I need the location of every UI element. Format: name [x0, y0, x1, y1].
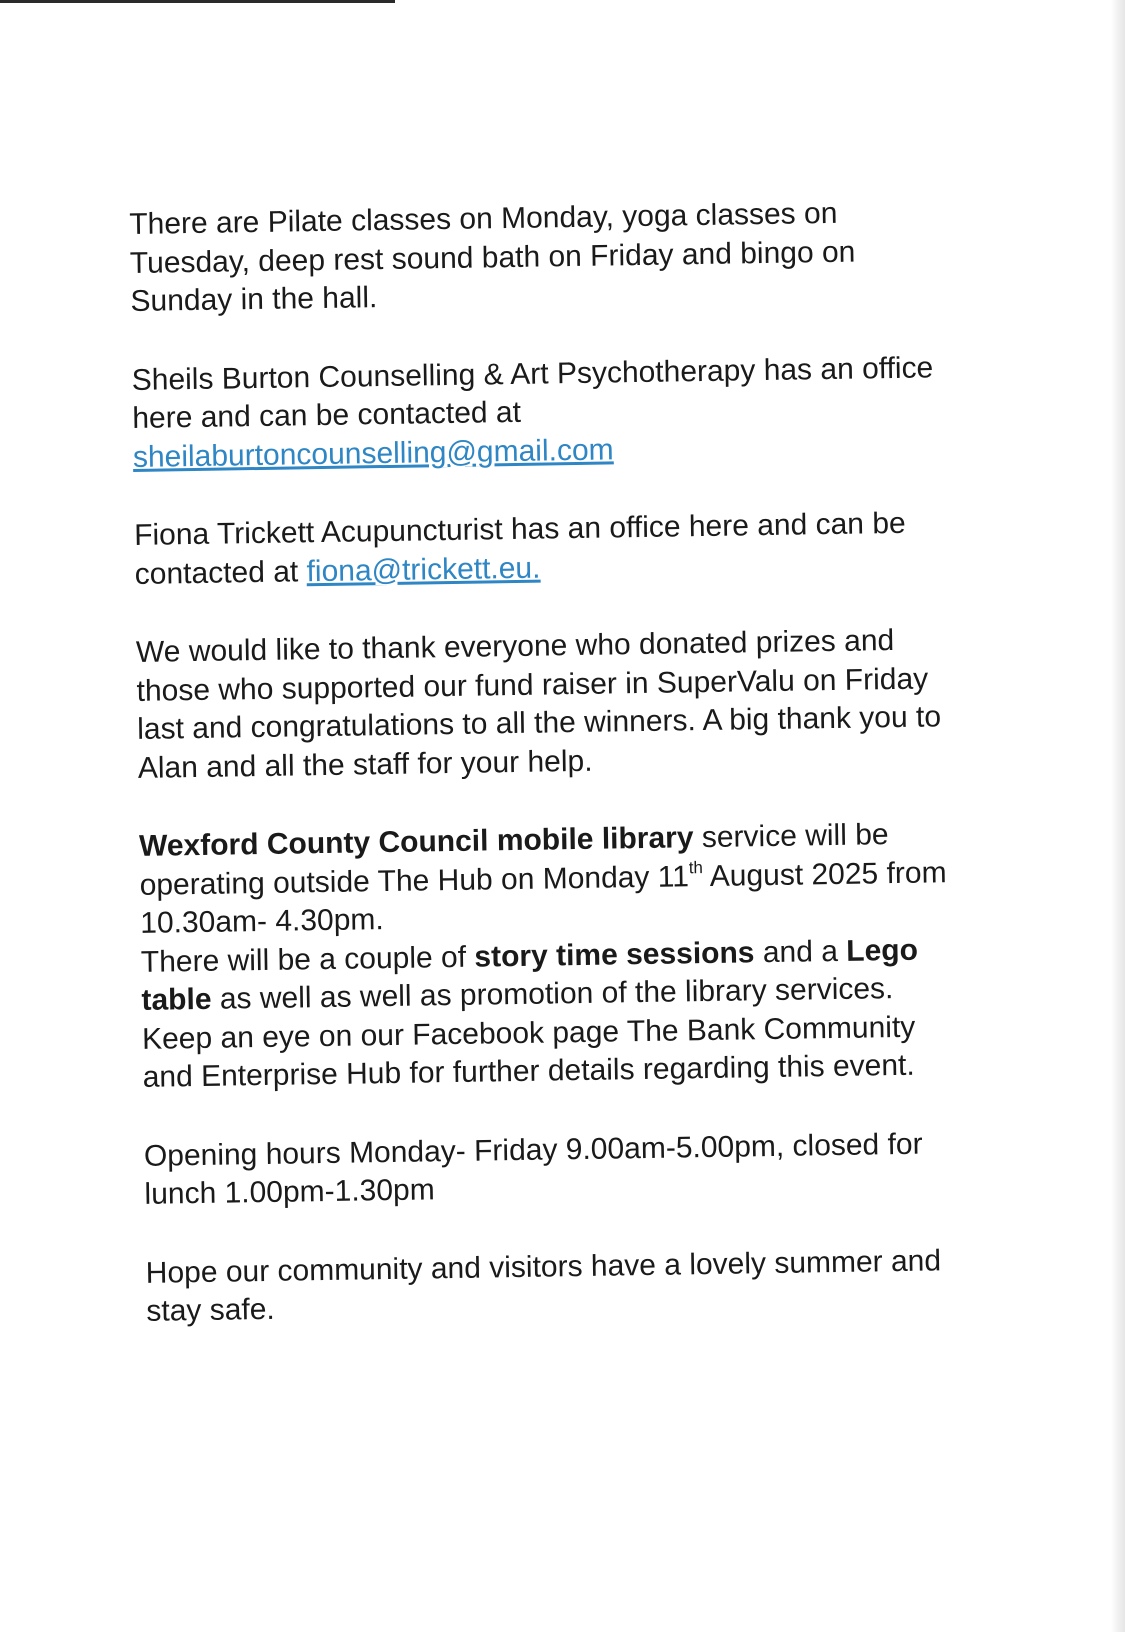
scan-right-edge: [1111, 0, 1125, 1632]
library-intro-bold: Wexford County Council mobile library: [138, 821, 694, 863]
library-activities-paragraph: [141, 931, 962, 1021]
hours-paragraph: [144, 1125, 965, 1215]
library-text-2: August 2025 from 10.30am- 4.30pm.: [140, 855, 947, 940]
counselling-text: Sheils Burton Counselling & Art Psychotherapy has an office here and can be contacted at: [131, 350, 934, 435]
notice-page: [129, 193, 967, 1371]
library-text-1: service will be operating outside The Hub on Monday 11: [139, 818, 889, 902]
facebook-paragraph: [142, 1008, 963, 1098]
date-ordinal-suffix: th: [688, 857, 704, 877]
closing-paragraph: [145, 1241, 966, 1331]
thanks-paragraph: [136, 621, 958, 788]
classes-paragraph: [129, 193, 951, 321]
lego-table-bold: Lego table: [141, 933, 919, 1017]
library-paragraph: [139, 815, 961, 943]
activities-start: There will be a couple of: [140, 940, 467, 979]
acupuncture-email-link[interactable]: fiona@trickett.eu.: [306, 551, 541, 588]
acupuncture-paragraph: [134, 504, 955, 594]
hours-text: Opening hours Monday- Friday 9.00am-5.00pm, closed for lunch 1.00pm-1.30pm: [143, 1127, 923, 1211]
facebook-text: Keep an eye on our Facebook page The Bank Community and Enterprise Hub for further details regarding this event.: [141, 1010, 916, 1094]
story-time-bold: story time sessions: [474, 935, 755, 974]
acupuncture-text: Fiona Trickett Acupuncturist has an office here and can be contacted at: [133, 506, 906, 591]
thanks-text: We would like to thank everyone who donated prizes and those who supported our fund raiser in SuperValu on Friday last and congratulations to all the winners. A big thank you to Alan and all the staff for your help.: [135, 624, 942, 785]
activities-end: as well as well as promotion of the library services.: [219, 972, 894, 1016]
classes-text: There are Pilate classes on Monday, yoga classes on Tuesday, deep rest sound bath on Friday and bingo on Sunday in the hall.: [129, 196, 856, 318]
scan-top-edge: [0, 0, 395, 3]
closing-text: Hope our community and visitors have a lovely summer and stay safe.: [145, 1243, 942, 1328]
counselling-email-link[interactable]: sheilaburtoncounselling@gmail.com: [132, 432, 614, 474]
counselling-paragraph: [131, 349, 953, 477]
activities-and-a: and a: [762, 934, 839, 969]
